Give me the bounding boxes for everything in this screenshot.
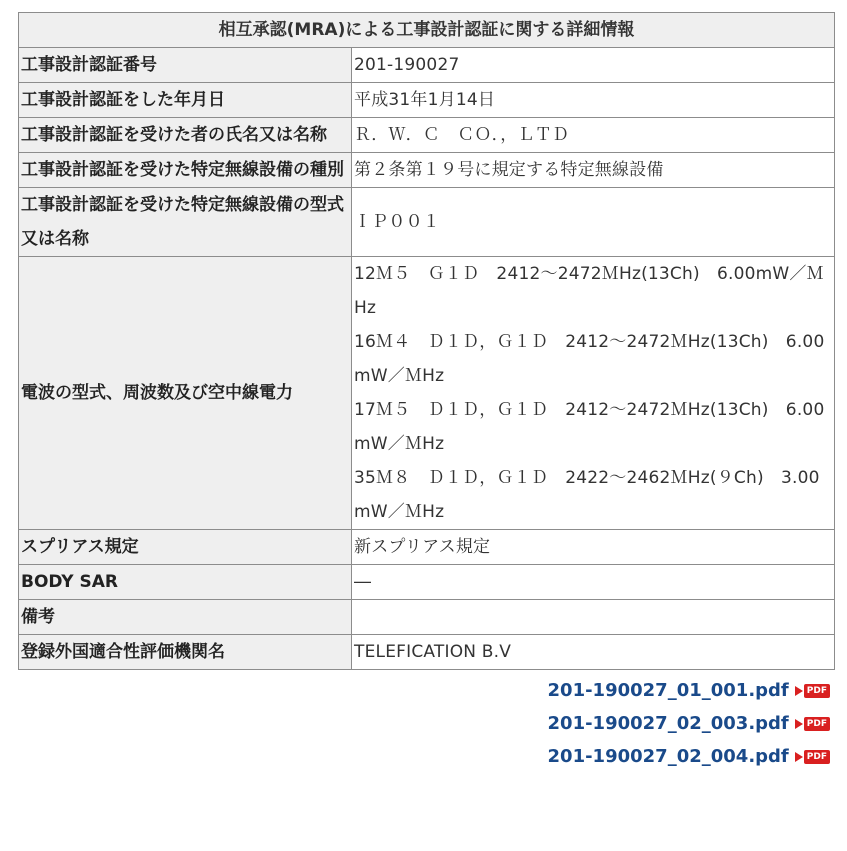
row-label-certification-number: 工事設計認証番号 [19, 48, 352, 83]
pdf-file-link[interactable]: 201-190027_02_004.pdf [547, 746, 789, 767]
table-row [19, 600, 835, 635]
pdf-file-list [18, 674, 834, 773]
pdf-icon[interactable] [795, 683, 830, 699]
row-value-applicant-name: Ｒ．Ｗ．Ｃ ＣＯ．，ＬＴＤ [352, 118, 835, 153]
pdf-file-link[interactable]: 201-190027_02_003.pdf [547, 713, 789, 734]
pdf-file-item [18, 707, 830, 740]
table-row [19, 48, 835, 83]
certification-detail-table [18, 12, 835, 670]
page-content [18, 12, 834, 773]
table-row [19, 530, 835, 565]
row-label-remarks: 備考 [19, 600, 352, 635]
table-caption-row [19, 13, 835, 48]
arrow-right-icon [795, 752, 803, 762]
arrow-right-icon [795, 686, 803, 696]
emission-line: 16Ｍ４ Ｄ１Ｄ，Ｇ１Ｄ 2412～2472ＭHz(13Ch) 6.00mW／ＭHz [354, 332, 825, 386]
pdf-file-link[interactable]: 201-190027_01_001.pdf [547, 680, 789, 701]
pdf-file-item [18, 740, 830, 773]
row-label-body-sar: BODY SAR [19, 565, 352, 600]
emission-line: 35Ｍ８ Ｄ１Ｄ，Ｇ１Ｄ 2422～2462ＭHz(９Ch) 3.00mW／ＭHz [354, 468, 820, 522]
table-row [19, 565, 835, 600]
row-value-spurious-rule: 新スプリアス規定 [352, 530, 835, 565]
pdf-icon[interactable] [795, 716, 830, 732]
row-label-applicant-name: 工事設計認証を受けた者の氏名又は名称 [19, 118, 352, 153]
row-label-conformity-body: 登録外国適合性評価機関名 [19, 635, 352, 670]
row-label-certification-date: 工事設計認証をした年月日 [19, 83, 352, 118]
row-value-remarks [352, 600, 835, 635]
pdf-badge: PDF [804, 750, 830, 764]
table-row [19, 257, 835, 530]
table-row [19, 635, 835, 670]
row-value-equipment-type: 第２条第１９号に規定する特定無線設備 [352, 153, 835, 188]
row-value-model-name: ＩＰ００１ [352, 188, 835, 257]
row-label-emission-frequency-power: 電波の型式、周波数及び空中線電力 [19, 257, 352, 530]
row-value-conformity-body: TELEFICATION B.V [352, 635, 835, 670]
table-row [19, 83, 835, 118]
pdf-file-item [18, 674, 830, 707]
row-value-emission-frequency-power [352, 257, 835, 530]
row-label-equipment-type: 工事設計認証を受けた特定無線設備の種別 [19, 153, 352, 188]
row-value-certification-number: 201-190027 [352, 48, 835, 83]
row-value-body-sar: ― [352, 565, 835, 600]
row-label-model-name: 工事設計認証を受けた特定無線設備の型式又は名称 [19, 188, 352, 257]
emission-line: 17Ｍ５ Ｄ１Ｄ，Ｇ１Ｄ 2412～2472ＭHz(13Ch) 6.00mW／ＭHz [354, 400, 825, 454]
table-row [19, 153, 835, 188]
emission-line: 12Ｍ５ Ｇ１Ｄ 2412～2472ＭHz(13Ch) 6.00mW／ＭHz [354, 264, 824, 318]
pdf-badge: PDF [804, 717, 830, 731]
row-value-certification-date: 平成31年1月14日 [352, 83, 835, 118]
table-caption: 相互承認(MRA)による工事設計認証に関する詳細情報 [19, 13, 835, 48]
table-row [19, 188, 835, 257]
pdf-badge: PDF [804, 684, 830, 698]
table-row [19, 118, 835, 153]
row-label-spurious-rule: スプリアス規定 [19, 530, 352, 565]
arrow-right-icon [795, 719, 803, 729]
pdf-icon[interactable] [795, 749, 830, 765]
